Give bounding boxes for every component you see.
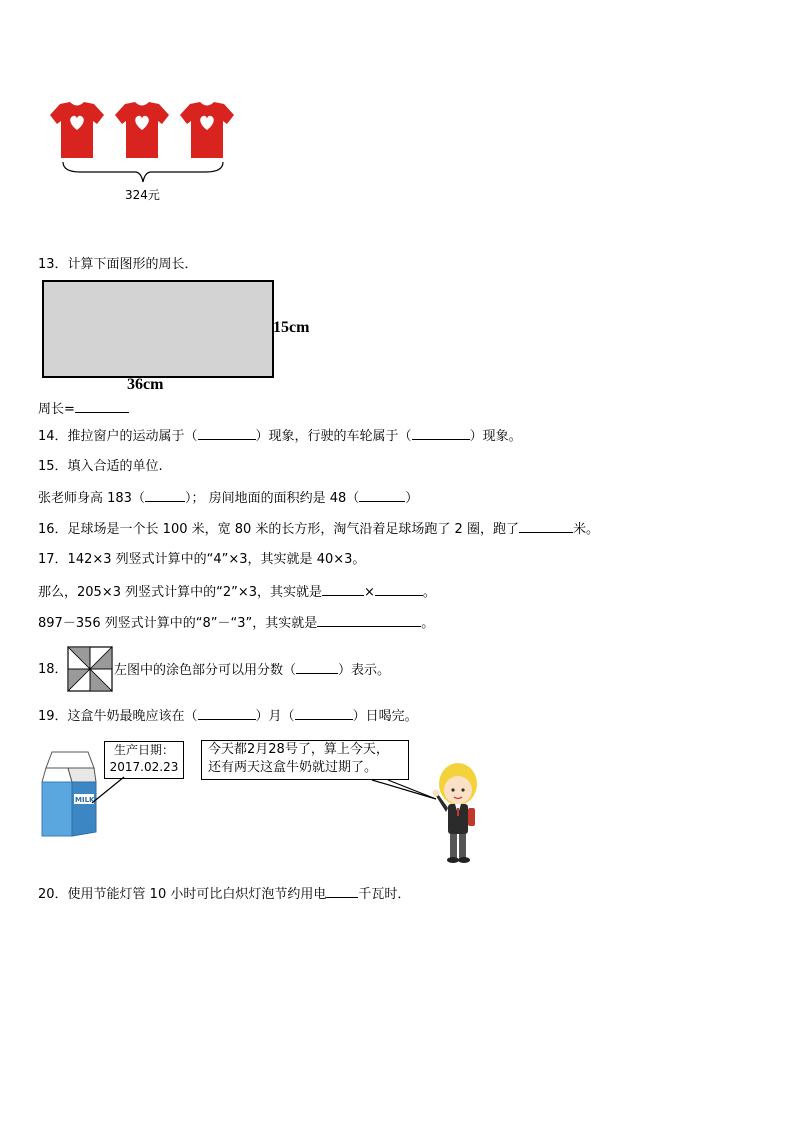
tshirt-icon [50, 102, 104, 158]
q17-text-2: 那么，205×3 列竖式计算中的“2”×3，其实就是 [38, 585, 323, 600]
pinwheel-square-figure [67, 646, 113, 692]
label-line-1: 生产日期： [113, 743, 174, 757]
answer-prefix: 周长= [38, 402, 75, 417]
q15-text-3: ） [405, 491, 419, 506]
q17-blank-1[interactable] [322, 583, 364, 596]
q14-text-3: ）现象。 [469, 429, 522, 444]
q14-question [38, 427, 522, 446]
brace [60, 160, 226, 184]
q19-blank-2[interactable] [295, 707, 353, 720]
q20-blank[interactable] [326, 885, 358, 898]
q19-text-2: ）月（ [255, 709, 295, 724]
speech-line-1: 今天都2月28号了，算上今天， [208, 742, 389, 757]
q18-blank[interactable] [296, 661, 338, 674]
carton-text: MILK [75, 796, 95, 804]
q15-text-1: 张老师身高 183（ [38, 491, 145, 506]
q18-text-2: ）表示。 [338, 663, 391, 678]
q16-question [38, 520, 599, 539]
q17-line-3 [38, 614, 434, 633]
q17-end-2: 。 [422, 585, 436, 600]
tshirt-icon [115, 102, 169, 158]
q16-text-1: 16．足球场是一个长 100 米，宽 80 米的长方形，淘气沿着足球场跑了 2 圈，跑了 [38, 522, 519, 537]
q20-question [38, 885, 410, 904]
q19-text-3: ）日喝完。 [352, 709, 418, 724]
q15-text-2: ）； 房间地面的面积约是 48（ [184, 491, 360, 506]
perimeter-answer-line [38, 400, 129, 419]
q15-blank-1[interactable] [145, 489, 185, 502]
tshirt-icon [180, 102, 234, 158]
answer-blank[interactable] [75, 400, 129, 413]
q14-text-2: ）现象，行驶的车轮属于（ [255, 429, 412, 444]
speech-line-2: 还有两天这盒牛奶就过期了。 [208, 760, 378, 775]
label-pointer [90, 775, 130, 815]
shirts-illustration [48, 100, 240, 162]
q17-blank-2[interactable] [375, 583, 423, 596]
q17-end-3: 。 [421, 616, 435, 631]
q14-text-1: 14．推拉窗户的运动属于（ [38, 429, 198, 444]
q16-blank[interactable] [519, 520, 573, 533]
q15-question: 15．填入合适的单位. [38, 459, 163, 474]
q18-number: 18． [38, 662, 68, 677]
price-label: 324元 [125, 188, 160, 202]
q17-blank-3[interactable] [317, 614, 421, 627]
q20-text-1: 20．使用节能灯管 10 小时可比白炽灯泡节约用电 [38, 887, 327, 902]
q19-blank-1[interactable] [198, 707, 256, 720]
label-line-2: 2017.02.23 [109, 760, 179, 774]
q19-text-1: 19．这盒牛奶最晚应该在（ [38, 709, 198, 724]
production-date-label [104, 741, 184, 779]
q15-blank-2[interactable] [359, 489, 405, 502]
times-sign: × [364, 585, 375, 600]
rectangle-figure [42, 280, 274, 378]
q20-text-2: 千瓦时． [358, 887, 411, 902]
width-label: 36cm [127, 376, 164, 393]
q16-text-2: 米。 [572, 522, 599, 537]
q15-line [38, 489, 418, 508]
q17-text-3: 897－356 列竖式计算中的“8”－“3”，其实就是 [38, 616, 318, 631]
height-label: 15cm [273, 319, 310, 336]
speech-bubble [201, 740, 409, 780]
boy-illustration [428, 756, 486, 868]
q17-line-1: 17．142×3 列竖式计算中的“4”×3，其实就是 40×3。 [38, 552, 366, 567]
q18-question [114, 661, 390, 680]
q14-blank-2[interactable] [412, 427, 470, 440]
q19-question [38, 707, 418, 726]
q18-text-1: 左图中的涂色部分可以用分数（ [114, 663, 297, 678]
q13-question: 13．计算下面图形的周长． [38, 257, 198, 272]
q17-line-2 [38, 583, 436, 602]
q14-blank-1[interactable] [198, 427, 256, 440]
